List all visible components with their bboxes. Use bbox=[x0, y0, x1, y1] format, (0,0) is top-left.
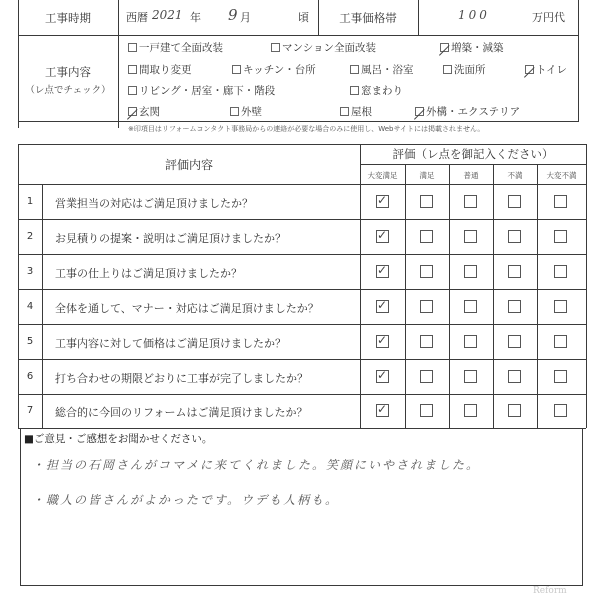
question-text: 工事内容に対して価格はご満足頂けましたか？ bbox=[55, 337, 286, 350]
checkbox-checked[interactable] bbox=[415, 107, 424, 116]
watermark-logo: Reform bbox=[533, 586, 567, 596]
checkbox[interactable] bbox=[443, 65, 452, 74]
border bbox=[582, 428, 583, 586]
option-label: 間取り変更 bbox=[139, 64, 192, 76]
border bbox=[18, 289, 586, 290]
border bbox=[18, 254, 586, 255]
checkbox[interactable] bbox=[350, 65, 359, 74]
border bbox=[449, 164, 450, 428]
price-label: 工事価格帯 bbox=[339, 11, 397, 25]
rating-checkbox[interactable] bbox=[508, 370, 521, 383]
option-roof[interactable] bbox=[340, 104, 372, 119]
comments-title: ■ご意見・ご感想をお聞かせください。 bbox=[24, 433, 213, 445]
checkbox[interactable] bbox=[340, 107, 349, 116]
rating-checkbox[interactable] bbox=[508, 404, 521, 417]
border bbox=[578, 0, 579, 122]
checkbox-checked[interactable] bbox=[525, 65, 534, 74]
checkbox[interactable] bbox=[128, 65, 137, 74]
col-very-satisfied: 大変満足 bbox=[367, 171, 398, 180]
rating-checkbox[interactable] bbox=[508, 195, 521, 208]
option-full-mansion[interactable] bbox=[271, 40, 376, 55]
rating-checkbox[interactable] bbox=[554, 195, 567, 208]
work-label: 工事内容 bbox=[45, 65, 91, 79]
border bbox=[418, 0, 419, 35]
question-text: 営業担当の対応はご満足頂けましたか？ bbox=[55, 197, 253, 210]
rating-checkbox-checked[interactable] bbox=[376, 195, 389, 208]
option-label: 外壁 bbox=[241, 106, 262, 118]
col-satisfied: 満足 bbox=[419, 171, 435, 180]
checkbox[interactable] bbox=[128, 43, 137, 52]
option-full-house[interactable] bbox=[128, 40, 223, 55]
option-label: 洗面所 bbox=[454, 64, 486, 76]
rating-header: 評価（レ点を御記入ください） bbox=[392, 147, 554, 161]
option-toilet[interactable] bbox=[525, 62, 567, 77]
question-number: 6 bbox=[26, 371, 34, 382]
question-text: お見積りの提案・説明はご満足頂けましたか？ bbox=[55, 232, 286, 245]
rating-checkbox[interactable] bbox=[420, 195, 433, 208]
rating-checkbox[interactable] bbox=[464, 265, 477, 278]
content-header: 評価内容 bbox=[164, 158, 213, 172]
rating-checkbox[interactable] bbox=[420, 370, 433, 383]
option-bath[interactable] bbox=[350, 62, 414, 77]
question-number: 2 bbox=[26, 231, 34, 242]
option-label: トイレ bbox=[536, 64, 567, 76]
question-text: 工事の仕上りはご満足頂けましたか？ bbox=[55, 267, 242, 280]
period-label: 工事時期 bbox=[45, 11, 91, 25]
rating-checkbox-checked[interactable] bbox=[376, 265, 389, 278]
rating-checkbox-checked[interactable] bbox=[376, 335, 389, 348]
col-dissatisfied: 不満 bbox=[507, 171, 523, 180]
border bbox=[18, 219, 586, 220]
rating-checkbox[interactable] bbox=[554, 335, 567, 348]
rating-checkbox[interactable] bbox=[420, 335, 433, 348]
border bbox=[18, 359, 586, 360]
era-prefix: 西暦 bbox=[126, 11, 148, 24]
period-suffix: 頃 bbox=[298, 11, 309, 24]
rating-checkbox[interactable] bbox=[508, 300, 521, 313]
option-living[interactable] bbox=[128, 83, 275, 98]
checkbox[interactable] bbox=[232, 65, 241, 74]
checkbox[interactable] bbox=[271, 43, 280, 52]
rating-checkbox[interactable] bbox=[464, 230, 477, 243]
option-exterior[interactable] bbox=[415, 104, 520, 119]
question-number: 4 bbox=[26, 301, 34, 312]
option-label: 屋根 bbox=[351, 106, 372, 118]
option-washroom[interactable] bbox=[443, 62, 486, 77]
rating-checkbox[interactable] bbox=[464, 195, 477, 208]
option-label: 外構・エクステリア bbox=[426, 106, 521, 118]
border bbox=[18, 35, 579, 36]
rating-checkbox[interactable] bbox=[554, 265, 567, 278]
question-number: 3 bbox=[26, 266, 34, 277]
border bbox=[405, 164, 406, 428]
rating-checkbox[interactable] bbox=[420, 300, 433, 313]
option-label: 風呂・浴室 bbox=[361, 64, 414, 76]
option-entrance[interactable] bbox=[128, 104, 160, 119]
month-value[interactable]: 9 bbox=[228, 6, 238, 24]
price-unit: 万円代 bbox=[532, 11, 565, 24]
border bbox=[360, 164, 586, 165]
border bbox=[18, 428, 586, 429]
border bbox=[118, 0, 119, 128]
work-sublabel: （レ点でチェック） bbox=[25, 85, 111, 96]
option-label: 玄関 bbox=[139, 106, 160, 118]
option-label: マンション全面改装 bbox=[282, 42, 377, 54]
month-unit: 月 bbox=[240, 11, 251, 24]
rating-checkbox[interactable] bbox=[508, 230, 521, 243]
rating-checkbox[interactable] bbox=[554, 300, 567, 313]
border bbox=[360, 144, 361, 428]
border bbox=[537, 164, 538, 428]
rating-checkbox[interactable] bbox=[464, 335, 477, 348]
option-label: キッチン・台所 bbox=[243, 64, 316, 76]
rating-checkbox[interactable] bbox=[420, 265, 433, 278]
border bbox=[18, 394, 586, 395]
option-label: リビング・居室・廊下・階段 bbox=[139, 85, 276, 97]
rating-checkbox[interactable] bbox=[508, 265, 521, 278]
rating-checkbox-checked[interactable] bbox=[376, 404, 389, 417]
border bbox=[18, 144, 19, 428]
option-exterior-wall[interactable] bbox=[230, 104, 262, 119]
checkbox[interactable] bbox=[230, 107, 239, 116]
rating-checkbox[interactable] bbox=[464, 370, 477, 383]
year-unit: 年 bbox=[190, 11, 201, 24]
question-text: 全体を通して、マナー・対応はご満足頂けましたか？ bbox=[55, 302, 319, 315]
checkbox[interactable] bbox=[128, 86, 137, 95]
border bbox=[586, 144, 587, 428]
border bbox=[493, 164, 494, 428]
question-number: 1 bbox=[26, 196, 34, 207]
price-value[interactable]: 100 bbox=[458, 8, 490, 22]
checkbox[interactable] bbox=[350, 86, 359, 95]
option-label: 一戸建て全面改装 bbox=[139, 42, 223, 54]
col-neutral: 普通 bbox=[463, 171, 479, 180]
checkbox-checked[interactable] bbox=[128, 107, 137, 116]
rating-checkbox[interactable] bbox=[420, 230, 433, 243]
rating-checkbox[interactable] bbox=[554, 370, 567, 383]
question-text: 総合的に今回のリフォームはご満足頂けましたか？ bbox=[55, 406, 308, 419]
rating-checkbox[interactable] bbox=[554, 230, 567, 243]
rating-checkbox[interactable] bbox=[420, 404, 433, 417]
option-layout-change[interactable] bbox=[128, 62, 192, 77]
question-number: 5 bbox=[26, 336, 34, 347]
border bbox=[20, 585, 582, 586]
col-very-dissatisfied: 大変不満 bbox=[546, 171, 577, 180]
question-text: 打ち合わせの期限どおりに工事が完了しましたか？ bbox=[55, 372, 308, 385]
option-label: 増築・減築 bbox=[451, 42, 504, 54]
rating-checkbox-checked[interactable] bbox=[376, 370, 389, 383]
rating-checkbox[interactable] bbox=[554, 404, 567, 417]
year-value[interactable]: 2021 bbox=[152, 8, 183, 22]
option-extension[interactable] bbox=[440, 40, 504, 55]
comment-line[interactable]: ・担当の石岡さんがコマメに来てくれました。笑顔にいやされました。 bbox=[32, 458, 481, 472]
border bbox=[18, 184, 586, 185]
rating-checkbox[interactable] bbox=[464, 300, 477, 313]
checkbox-checked[interactable] bbox=[440, 43, 449, 52]
rating-checkbox-checked[interactable] bbox=[376, 300, 389, 313]
question-number: 7 bbox=[26, 405, 34, 416]
border bbox=[20, 428, 21, 586]
border bbox=[42, 184, 43, 428]
border bbox=[18, 144, 586, 145]
privacy-note: ※印項目はリフォームコンタクト事務局からの連絡が必要な場合のみに使用し、Webサイトには掲載されません。 bbox=[128, 125, 485, 133]
comment-line[interactable]: ・職人の皆さんがよかったです。ウデも人柄も。 bbox=[32, 493, 340, 507]
border bbox=[18, 324, 586, 325]
rating-checkbox-checked[interactable] bbox=[376, 230, 389, 243]
rating-checkbox[interactable] bbox=[464, 404, 477, 417]
option-window[interactable] bbox=[350, 83, 403, 98]
option-kitchen[interactable] bbox=[232, 62, 316, 77]
border bbox=[18, 121, 579, 122]
option-label: 窓まわり bbox=[361, 85, 403, 97]
rating-checkbox[interactable] bbox=[508, 335, 521, 348]
